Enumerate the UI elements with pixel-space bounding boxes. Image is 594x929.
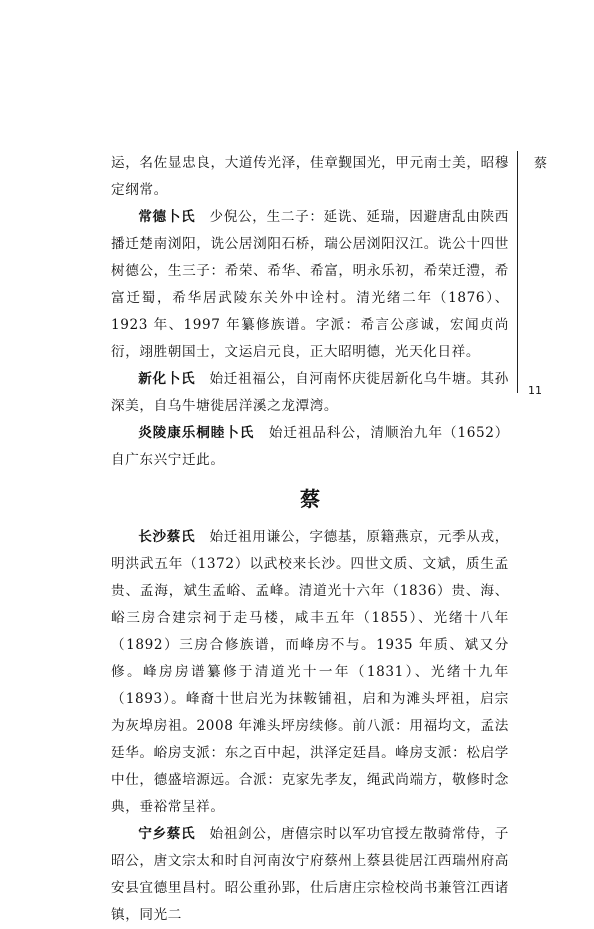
entry-changsha-cai (111, 524, 509, 821)
entry-text: 始迁祖品科公，清顺治九年（1652）自广东兴宁迁此。 (111, 425, 509, 468)
entry-heading: 宁乡蔡氏 (138, 826, 196, 842)
entry-changde-bu (111, 204, 509, 366)
page-number: 11 (528, 384, 542, 397)
section-title: 蔡 (300, 487, 320, 511)
entry-heading: 常德卜氏 (138, 209, 196, 225)
entry-yanling-bu (111, 420, 509, 474)
body-text (111, 150, 509, 929)
entry-text: 始迁祖福公，自河南怀庆徙居新化乌牛塘。其孙深美，自乌牛塘徙居洋溪之龙潭湾。 (111, 371, 509, 414)
entry-text: 始迁祖用谦公，字德基，原籍燕京，元季从戎，明洪武五年（1372）以武校来长沙。四世文质、文斌，质生孟贵、孟海，斌生孟峪、孟峰。清道光十六年（1836）贵、海、峪三房合建宗祠于走马楼，咸丰五年（1855）、光绪十八年（1892）三房合修族谱，而峰房不与。1935 年质、斌又分修。峰房房谱纂修于清道光十一年（1831）、光绪十九年（1893）。峰裔十世启光为抹鞍铺祖，启和为滩头坪祖，启宗为灰埠房祖。2008 年滩头坪房续修。前八派：用福均文，孟法廷华。峪房支派：东之百中起，洪泽定廷昌。峰房支派：松启学中仕，德盛培源远。合派：克家先孝友，绳武尚端方，敬修时念典，垂裕常呈祥。 (111, 529, 509, 815)
entry-text: 少倪公，生二子：延诜、延瑞，因避唐乱由陕西播迁楚南浏阳，诜公居浏阳石桥，瑞公居浏阳汉江。诜公十四世树德公，生三子：希荣、希华、希富，明永乐初，希荣迁澧，希富迁蜀，希华居武陵东关外中诠村。清光绪二年（1876）、1923 年、1997 年纂修族谱。字派：希言公彦诚，宏闻贞尚衍，翊胜朝国士，文运启元良，正大昭明德，光天化日祥。 (111, 209, 509, 360)
paragraph-text: 运，名佐显忠良，大道传光泽，佳章觐国光，甲元南士美，昭穆定纲常。 (111, 155, 509, 198)
margin-rule (517, 151, 518, 393)
entry-ningxiang-cai (111, 821, 509, 929)
entry-heading: 炎陵康乐桐睦卜氏 (138, 425, 255, 441)
entry-text: 始祖剑公，唐僖宗时以军功官授左散骑常侍，子昭公，唐文宗太和时自河南汝宁府蔡州上蔡县徙居江西瑞州府高安县宜德里昌村。昭公重孙郢，仕后唐庄宗检校尚书兼管江西诸镇，同光二 (111, 826, 509, 923)
paragraph-continuation (111, 150, 509, 204)
entry-xinhua-bu (111, 366, 509, 420)
running-head: 蔡 (531, 156, 546, 169)
entry-heading: 新化卜氏 (138, 371, 196, 387)
entry-heading: 长沙蔡氏 (138, 529, 196, 545)
